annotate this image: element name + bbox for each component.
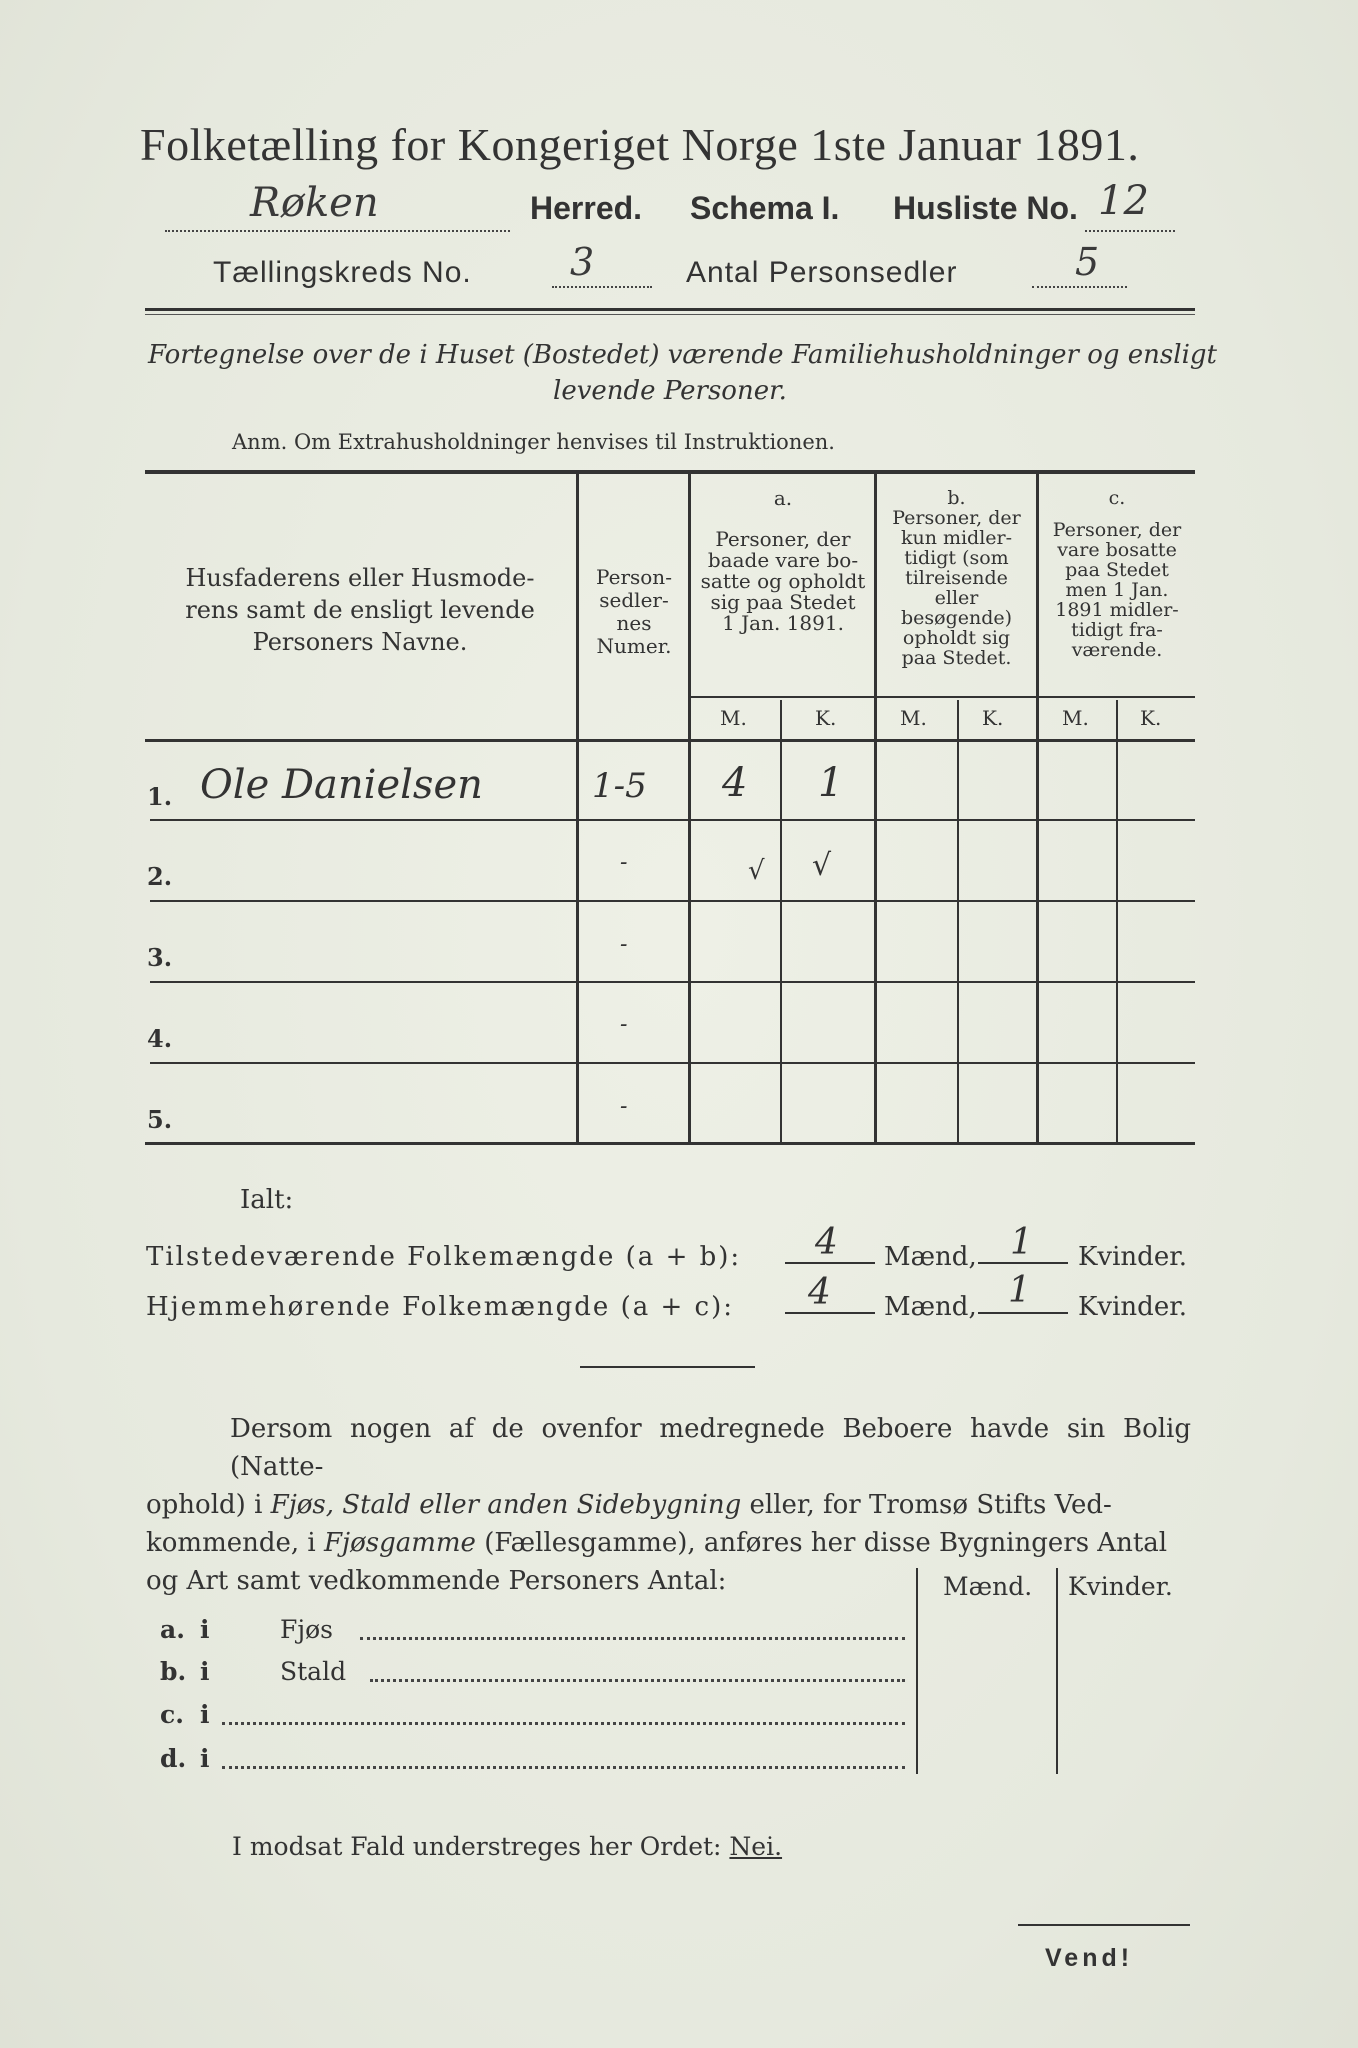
row-a-k: 1 [818, 760, 844, 806]
col-c-header [1039, 488, 1195, 660]
list-item-i: i [200, 1700, 210, 1729]
para-line-1: Dersom nogen af de ovenfor medregnede Beboere havde sin Bolig (Natte- [230, 1414, 1191, 1482]
col-line-1 [576, 474, 579, 1142]
row-a-m: 4 [722, 760, 748, 806]
c-k-header: K. [1140, 706, 1162, 730]
antal-value: 5 [1075, 240, 1100, 284]
col-c-letter: c. [1108, 487, 1126, 509]
tilstede-label: Tilstedeværende Folkemængde (a + b): [146, 1242, 742, 1272]
form-title: Folketælling for Kongeriget Norge 1ste Januar 1891. [140, 119, 1140, 170]
col-num-line-4: Numer. [596, 634, 672, 658]
tilstede-m-value: 4 [815, 1222, 838, 1263]
para-line-2a: ophold) i [146, 1490, 271, 1520]
col-b-line-3: tidigt (som [904, 547, 1009, 569]
col-b-line-4: tilreisende [905, 567, 1008, 589]
col-c-line-2: vare bosatte [1057, 539, 1177, 561]
kreds-value: 3 [570, 240, 595, 284]
list-item-b [160, 1657, 905, 1686]
list-item-dots [222, 1766, 905, 1769]
row-num: - [620, 1012, 628, 1037]
col-line-c-mk [1116, 700, 1118, 1142]
section-divider [580, 1366, 755, 1368]
row-number: 1. [147, 782, 173, 811]
tilstede-maend: Mænd, [884, 1242, 977, 1272]
col-a-line-2: baade vare bo- [707, 548, 859, 572]
row-num: - [620, 1094, 628, 1119]
mk-header-rule [690, 696, 1195, 698]
list-item-i: i [200, 1744, 210, 1773]
maend-col-line [916, 1568, 918, 1774]
col-name-line-2: rens samt de ensligt levende [185, 596, 535, 624]
hjemme-label: Hjemmehørende Folkemængde (a + c): [146, 1292, 734, 1322]
col-line-2 [688, 474, 691, 1142]
list-header-maend: Mænd. [943, 1572, 1033, 1601]
vend-rule [1018, 1924, 1190, 1926]
hjemme-kvinder: Kvinder. [1078, 1292, 1188, 1322]
row-number: 5. [147, 1105, 173, 1134]
kreds-field [552, 264, 652, 288]
row-num: - [620, 850, 628, 875]
hjemme-k-value: 1 [1008, 1270, 1031, 1311]
list-item-label: Fjøs [280, 1615, 333, 1644]
col-a-letter: a. [773, 486, 793, 510]
para-line-3a: kommende, i [146, 1528, 324, 1558]
col-name-line-1: Husfaderens eller Husmode- [185, 564, 535, 592]
para-line-3b: Fjøsgamme [324, 1528, 476, 1558]
tilstede-kvinder: Kvinder. [1078, 1242, 1188, 1272]
list-header-kvinder: Kvinder. [1068, 1572, 1173, 1601]
herred-value: Røken [250, 180, 379, 226]
col-a-line-3: satte og opholdt [700, 569, 866, 593]
para-line-2b: Fjøs, Stald eller anden Sidebygning [270, 1490, 742, 1520]
col-num-line-3: nes [616, 611, 652, 635]
col-b-letter: b. [947, 487, 966, 509]
ialt-label: Ialt: [240, 1185, 294, 1215]
col-b-line-2: kun midler- [900, 527, 1013, 549]
list-item-c [160, 1700, 905, 1729]
antal-label: Antal Personsedler [686, 256, 958, 289]
husliste-label: Husliste No. [893, 190, 1078, 226]
list-item-dots [222, 1722, 905, 1725]
para-line-2 [146, 1486, 1191, 1524]
row-line-4 [150, 1062, 1195, 1064]
list-item-i: i [200, 1657, 210, 1686]
nei-word: Nei. [729, 1832, 783, 1861]
col-num-line-1: Person- [596, 565, 672, 589]
b-k-header: K. [982, 706, 1004, 730]
a-k-header: K. [815, 706, 837, 730]
row-line-2 [150, 900, 1195, 902]
col-line-b-mk [957, 700, 959, 1142]
col-a-line-1: Personer, der [715, 527, 851, 551]
row-line-3 [150, 981, 1195, 983]
intro-line-2: levende Personer. [553, 376, 787, 406]
col-b-line-1: Personer, der [892, 507, 1021, 529]
husliste-value: 12 [1098, 178, 1149, 224]
col-line-a-mk [780, 700, 782, 1142]
anm-note: Anm. Om Extrahusholdninger henvises til Instruktionen. [232, 430, 835, 454]
col-name-line-3: Personers Navne. [252, 628, 468, 656]
col-a-line-4: sig paa Stedet [710, 590, 856, 614]
hjemme-k-line [978, 1312, 1068, 1314]
col-name-header [150, 562, 570, 658]
row-num: - [620, 932, 628, 957]
col-b-line-5: eller [934, 587, 979, 609]
col-num-header [580, 566, 688, 658]
list-item-letter: c. [160, 1700, 184, 1729]
b-m-header: M. [900, 706, 927, 730]
intro-line-1: Fortegnelse over de i Huset (Bostedet) værende Familiehusholdninger og ensligt [148, 340, 1217, 370]
row-number: 4. [147, 1024, 173, 1053]
table-bottom-rule [145, 1142, 1195, 1145]
list-item-a [160, 1615, 905, 1644]
row-a-m: √ [748, 856, 765, 886]
col-b-line-7: opholdt sig [902, 627, 1011, 649]
hjemme-maend: Mænd, [884, 1292, 977, 1322]
list-item-dots [370, 1679, 905, 1682]
col-c-line-5: 1891 midler- [1055, 599, 1179, 621]
list-item-d [160, 1744, 905, 1773]
col-c-line-1: Personer, der [1052, 519, 1182, 541]
para-line-3 [146, 1524, 1191, 1562]
modsat-fald-line [232, 1832, 782, 1861]
a-m-header: M. [720, 706, 747, 730]
row-a-k: √ [812, 848, 832, 883]
list-item-letter: b. [160, 1657, 187, 1686]
row-name: Ole Danielsen [200, 762, 483, 808]
row-num: 1-5 [592, 766, 647, 806]
para-line-2c: eller, for Tromsø Stifts Ved- [741, 1490, 1112, 1520]
tilstede-k-value: 1 [1010, 1222, 1033, 1263]
c-m-header: M. [1062, 706, 1089, 730]
herred-label: Herred. [530, 190, 643, 226]
list-item-label: Stald [280, 1657, 347, 1686]
col-b-header [877, 488, 1036, 668]
vend-label: Vend! [1045, 1944, 1134, 1972]
row-number: 3. [147, 943, 173, 972]
col-c-line-7: værende. [1071, 639, 1163, 661]
row-number: 2. [147, 862, 173, 891]
col-b-line-6: besøgende) [900, 607, 1013, 629]
col-c-line-6: tidigt fra- [1071, 619, 1163, 641]
schema-label: Schema I. [690, 190, 840, 226]
col-c-line-3: paa Stedet [1065, 559, 1169, 581]
header-rule-thin [145, 314, 1195, 315]
kvinder-col-line [1056, 1568, 1058, 1774]
col-a-line-5: 1 Jan. 1891. [722, 611, 844, 635]
kreds-label: Tællingskreds No. [213, 256, 472, 289]
hjemme-m-value: 4 [808, 1272, 831, 1313]
list-item-i: i [200, 1615, 210, 1644]
list-item-letter: a. [160, 1615, 185, 1644]
sidebygning-paragraph [146, 1410, 1191, 1600]
list-item-dots [360, 1637, 905, 1640]
col-a-header [692, 488, 874, 634]
header-rule [145, 308, 1195, 311]
col-num-line-2: sedler- [599, 588, 669, 612]
modsat-label: I modsat Fald understreges her Ordet: [232, 1832, 722, 1861]
col-c-line-4: men 1 Jan. [1065, 579, 1169, 601]
list-item-letter: d. [160, 1744, 187, 1773]
col-b-line-8: paa Stedet. [901, 647, 1012, 669]
row-line-1 [150, 819, 1195, 821]
para-line-3c: (Fællesgamme), anføres her disse Bygningers Antal [475, 1528, 1168, 1558]
para-line-4: og Art samt vedkommende Personers Antal: [146, 1566, 727, 1596]
